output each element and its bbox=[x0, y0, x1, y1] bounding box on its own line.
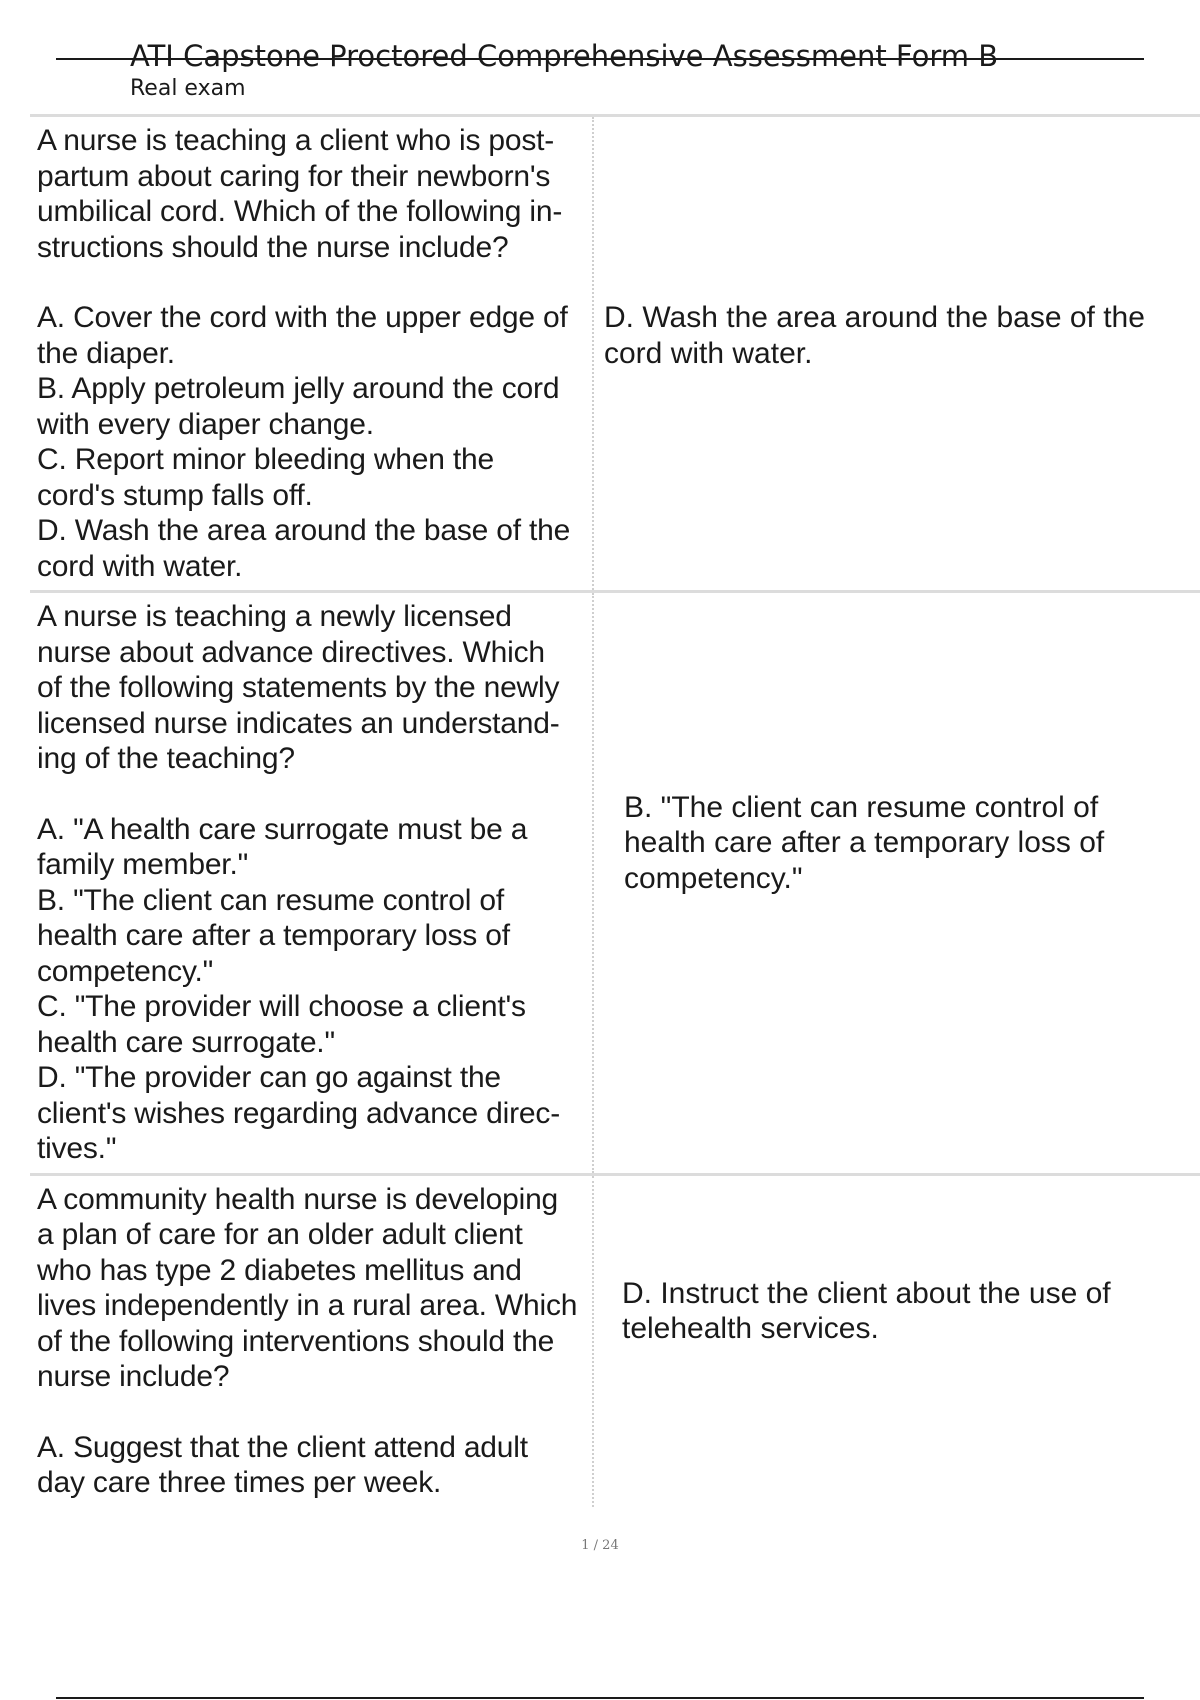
option-d: D. Wash the area around the base of the cord with water. bbox=[37, 514, 571, 583]
document-subtitle: Real exam bbox=[130, 76, 246, 101]
answer-cell: B. "The client can resume control of health care after a temporary loss of competency." bbox=[624, 790, 1105, 895]
question-row-3 bbox=[30, 1173, 1200, 1507]
option-b: B. Apply petroleum jelly around the cord with every diaper change. bbox=[37, 372, 560, 441]
answer-cell: D. Instruct the client about the use of telehealth services. bbox=[622, 1276, 1111, 1345]
document-title bbox=[56, 38, 1144, 74]
question-stem: A nurse is teaching a newly licensed nurse about advance directives. Which of the following statements by the newly licensed nurse indicates an understand- ing of the teaching? bbox=[37, 600, 560, 775]
question-cell bbox=[30, 593, 594, 1173]
answer-cell: D. Wash the area around the base of the cord with water. bbox=[604, 301, 1145, 370]
question-cell bbox=[30, 117, 594, 590]
document-title-text: ATI Capstone Proctored Comprehensive Assessment Form B bbox=[130, 39, 999, 73]
option-a: A. Suggest that the client attend adult day care three times per week. bbox=[37, 1430, 528, 1499]
option-c: C. "The provider will choose a client's health care surrogate." bbox=[37, 990, 526, 1059]
question-row-2 bbox=[30, 590, 1200, 1173]
footer-rule bbox=[56, 1697, 1144, 1699]
option-b: B. "The client can resume control of health care after a temporary loss of competency." bbox=[37, 883, 510, 988]
option-c: C. Report minor bleeding when the cord's stump falls off. bbox=[37, 443, 494, 512]
question-stem: A community health nurse is developing a plan of care for an older adult client who has type 2 diabetes mellitus and lives independently in a rural area. Which of the following interventions should the nurse include? bbox=[37, 1182, 578, 1393]
option-a: A. Cover the cord with the upper edge of the diaper. bbox=[37, 301, 568, 370]
question-answer-table bbox=[30, 114, 1200, 1507]
option-d: D. "The provider can go against the client's wishes regarding advance direc- tives." bbox=[37, 1061, 560, 1165]
question-cell bbox=[30, 1176, 594, 1507]
question-stem: A nurse is teaching a client who is post- partum about caring for their newborn's umbilical cord. Which of the following in- structions should the nurse include? bbox=[37, 124, 563, 264]
page-number: 1 / 24 bbox=[581, 1538, 619, 1553]
option-a: A. "A health care surrogate must be a family member." bbox=[37, 812, 528, 881]
